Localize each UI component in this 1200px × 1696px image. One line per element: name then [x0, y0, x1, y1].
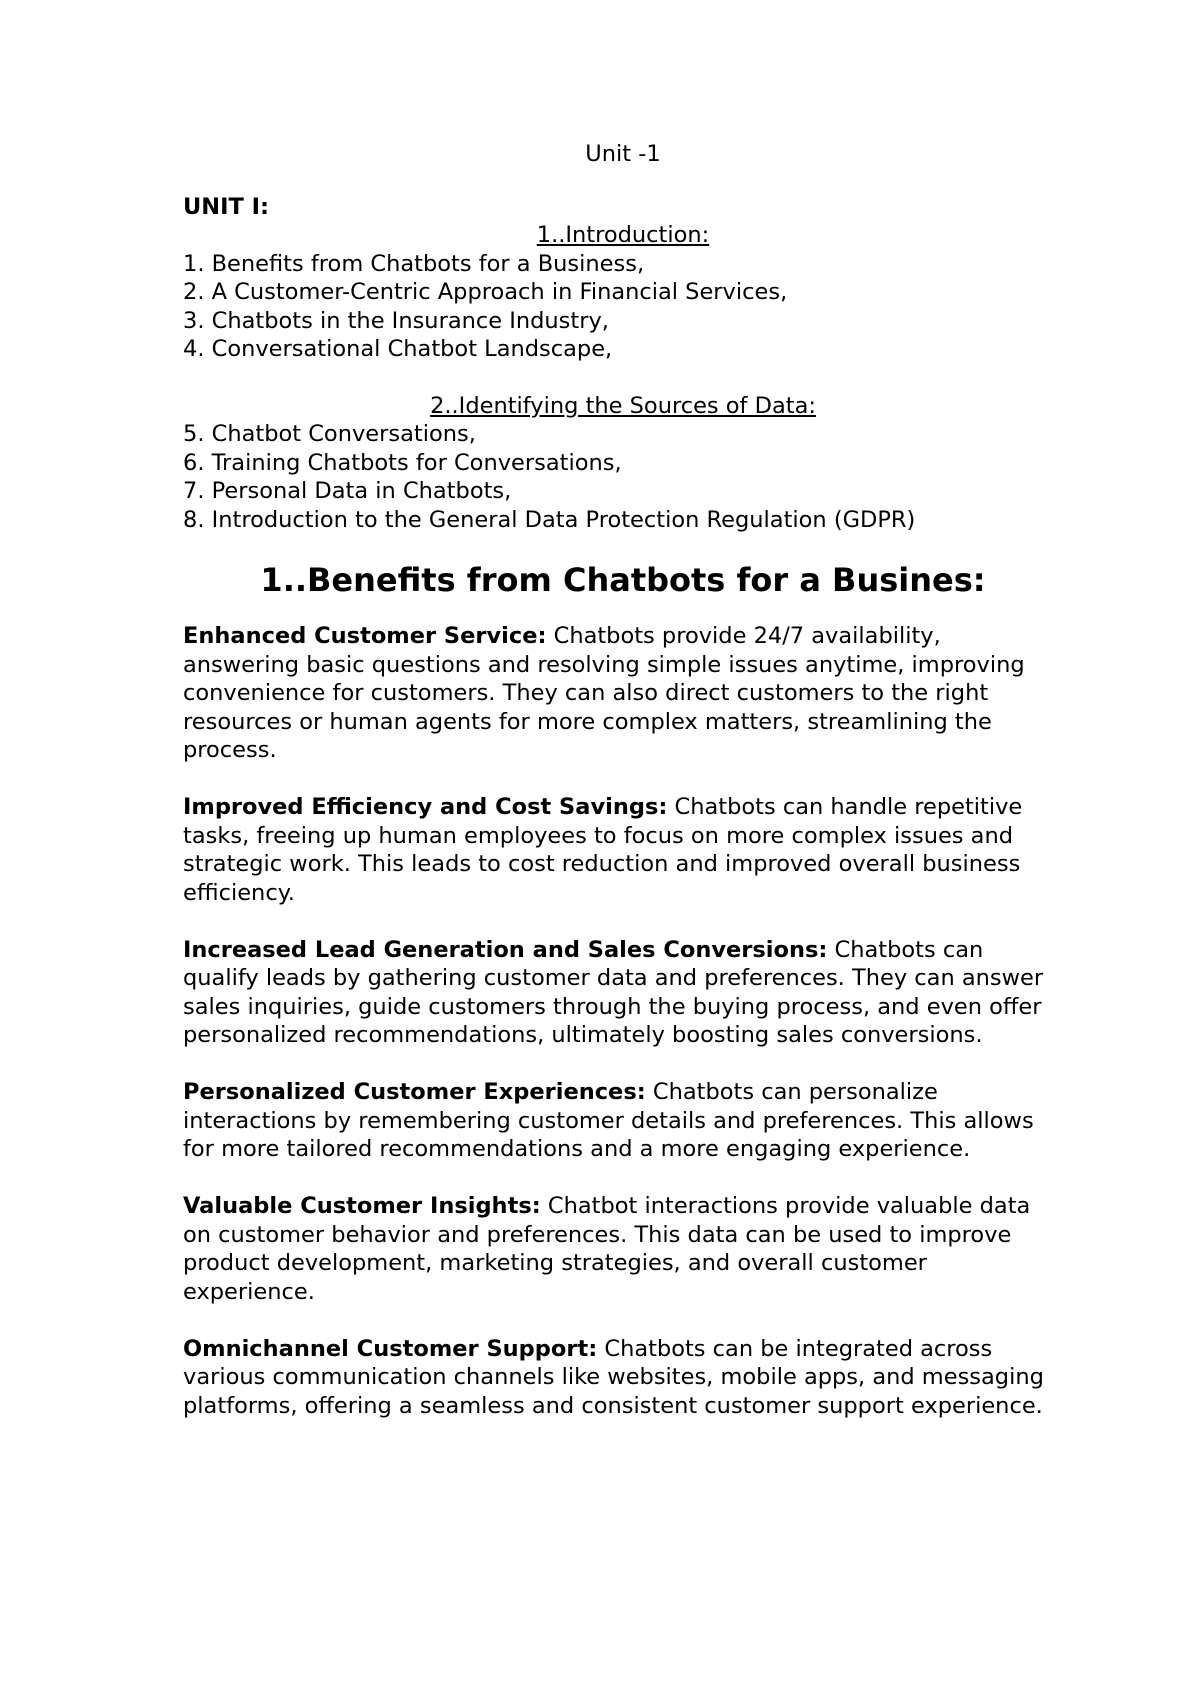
benefit-paragraph [183, 1335, 1063, 1421]
benefit-paragraph [183, 622, 1063, 765]
benefit-paragraph [183, 793, 1063, 907]
section-heading-introduction: 1..Introduction: [536, 222, 710, 248]
toc-list-introduction [183, 250, 1063, 364]
benefit-text: Chatbots can qualify leads by gathering customer data and preferences. They can answer sales inquiries, guide customers through the buying process, and even offer personalized recommendations, ultimately boosting sales conversions. [183, 936, 1044, 1048]
benefit-paragraph [183, 936, 1063, 1050]
spacer [183, 364, 1063, 392]
toc-item: 7. Personal Data in Chatbots, [183, 478, 512, 504]
toc-item: 4. Conversational Chatbot Landscape, [183, 336, 613, 362]
benefit-paragraph [183, 1078, 1063, 1164]
toc-item: 5. Chatbot Conversations, [183, 421, 476, 447]
unit-title: Unit -1 [585, 141, 661, 167]
benefit-paragraph [183, 1192, 1063, 1306]
benefit-title: Enhanced Customer Service: [183, 623, 547, 649]
benefit-text: Chatbots can handle repetitive tasks, freeing up human employees to focus on more complex issues and strategic work. This leads to cost reduction and improved overall business efficiency. [183, 794, 1023, 906]
benefit-title: Omnichannel Customer Support: [183, 1335, 598, 1362]
toc-item: 3. Chatbots in the Insurance Industry, [183, 307, 609, 334]
toc-item: 2. A Customer-Centric Approach in Financial Services, [183, 279, 788, 305]
benefit-title: Increased Lead Generation and Sales Conversions: [183, 936, 828, 963]
toc-list-data-sources [183, 420, 1063, 534]
section-heading-data-sources: 2..Identifying the Sources of Data: [430, 392, 816, 419]
benefit-text: Chatbots can be integrated across various communication channels like websites, mobile apps, and messaging platforms, offering a seamless and consistent customer support experience. [183, 1335, 1044, 1419]
benefit-title: Valuable Customer Insights: [183, 1193, 541, 1219]
benefit-title: Personalized Customer Experiences: [183, 1079, 646, 1105]
unit-label: UNIT I: [183, 193, 270, 220]
benefit-text: Chatbots can personalize interactions by remembering customer details and preferences. This allows for more tailored recommendations and a more engaging experience. [183, 1079, 1034, 1162]
document-page [183, 140, 1063, 1449]
benefit-text: Chatbots provide 24/7 availability, answering basic questions and resolving simple issues anytime, improving convenience for customers. They can also direct customers to the right resources or human agents for more complex matters, streamlining the process. [183, 623, 1025, 763]
toc-item: 6. Training Chatbots for Conversations, [183, 449, 622, 476]
main-heading: 1..Benefits from Chatbots for a Busines: [260, 561, 986, 599]
toc-item: 1. Benefits from Chatbots for a Business, [183, 250, 645, 277]
benefit-title: Improved Efficiency and Cost Savings: [183, 794, 668, 820]
benefit-text: Chatbot interactions provide valuable data on customer behavior and preferences. This data can be used to improve product development, marketing strategies, and overall customer experience. [183, 1193, 1031, 1305]
toc-item: 8. Introduction to the General Data Protection Regulation (GDPR) [183, 506, 916, 533]
